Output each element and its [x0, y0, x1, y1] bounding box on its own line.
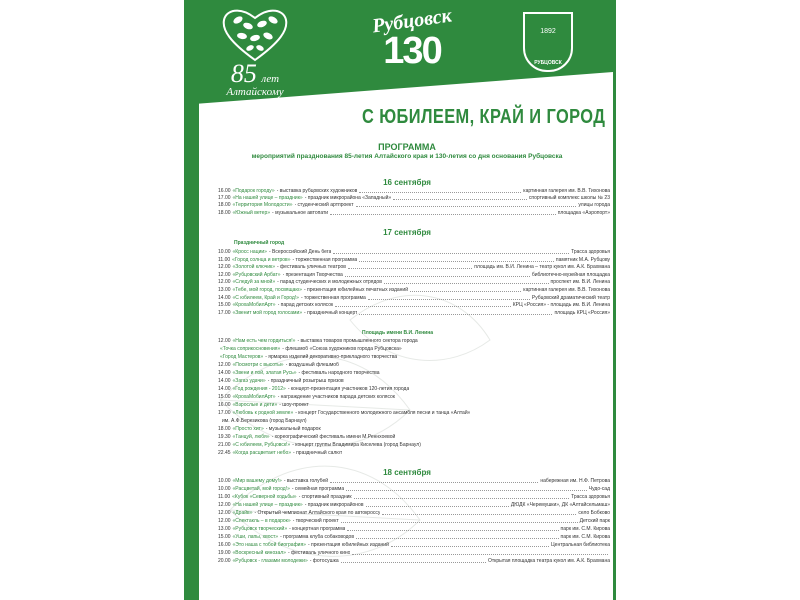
event-row: [218, 516, 610, 524]
event-time: 17.00: [218, 309, 231, 316]
dotted-leader: [341, 562, 486, 563]
event-name: «Спектакль – в подарок»: [232, 518, 291, 524]
dotted-leader: [359, 314, 552, 315]
event-place: проспект им. В.И. Ленина: [550, 279, 610, 286]
event-place: памятник М.А. Рубцову: [555, 256, 610, 263]
event-description: - парад студенческих и молодежных отрядов: [277, 279, 382, 286]
logo-85-years: [205, 6, 305, 111]
event-place: спортивный комплекс школы № 23: [528, 195, 610, 202]
event-row: [218, 524, 610, 532]
event-name: «Танцуй, любя»: [232, 434, 270, 440]
event-name: «Южный ветер»: [232, 209, 271, 216]
event-name: «Рубцовск творческий»: [232, 526, 288, 532]
event-time: 15.00: [218, 534, 231, 540]
event-row: [218, 376, 610, 384]
event-description: - фестиваль уличного кино: [287, 550, 351, 556]
event-description: - парад детских колясок: [277, 302, 334, 309]
event-place: Детский парк: [579, 518, 610, 524]
event-time: 16.00: [218, 542, 231, 548]
event-name: «Город солнца и ветров»: [232, 256, 291, 263]
event-row: [218, 368, 610, 376]
event-time: 10.00: [218, 249, 231, 255]
event-name: «Уши, лапы, хвост»: [232, 534, 279, 540]
event-time: 14.00: [218, 378, 231, 384]
event-row: [218, 440, 610, 448]
event-place: Трасса здоровья: [571, 494, 610, 500]
event-description: - хореографический фестиваль имени М.Реннхоевой: [271, 434, 396, 440]
dotted-leader: [330, 482, 538, 483]
page-title: С ЮБИЛЕЕМ, КРАЙ И ГОРОД: [362, 106, 606, 128]
event-description: - фотосушка: [309, 558, 339, 564]
event-row: [218, 448, 610, 456]
event-name: «Просто хит»: [232, 426, 264, 432]
event-place: улицы города: [578, 202, 610, 209]
event-row: [218, 532, 610, 540]
event-row: [218, 432, 610, 440]
event-name: «Загаэ удачи»: [232, 378, 266, 384]
event-place: Трасса здоровья: [571, 249, 610, 255]
event-time: 12.00: [218, 502, 231, 508]
emblem-town: РУБЦОВСК: [534, 60, 562, 66]
event-name: «Кросс нации»: [232, 249, 267, 255]
event-row: [218, 308, 610, 316]
event-time: 19.30: [218, 434, 231, 440]
event-description: - музыкальный подарок: [265, 426, 321, 432]
dotted-leader: [382, 514, 576, 515]
event-time: 19.00: [218, 550, 231, 556]
day-16-heading: 16 сентября: [383, 178, 431, 187]
logo-130-years: [362, 4, 462, 80]
event-description: - концерт группы Владимира Киселева (город Барнаул): [292, 442, 421, 448]
event-description: - праздничный концерт: [304, 309, 358, 316]
event-time: 14.00: [218, 294, 231, 301]
day-17-heading: 17 сентября: [383, 228, 431, 237]
dotted-leader: [366, 506, 509, 507]
event-time: 21.00: [218, 442, 231, 448]
event-description: - фестиваль народного творчества: [298, 370, 380, 376]
event-name: «Нам есть чем гордиться!»: [232, 338, 296, 344]
event-name: «Точка соприкосновения»: [220, 346, 281, 352]
event-description: им. А.Ф.Березикова (город Барнаул): [222, 418, 307, 424]
event-name: «С юбилеем, Рубцовск!»: [232, 442, 291, 448]
event-row: [218, 492, 610, 500]
event-time: 17.00: [218, 195, 231, 202]
event-time: 16.00: [218, 402, 231, 408]
event-row: [218, 344, 610, 352]
event-name: «КрохаМобилАрт»: [232, 302, 276, 309]
event-name: «Золотой ключик»: [232, 264, 275, 271]
event-row: [218, 400, 610, 408]
event-name: «Рубцовск - глазами молодежи»: [232, 558, 308, 564]
event-name: «Посмотри с высоты»: [232, 362, 284, 368]
event-name: «Мир вашему дому!»: [232, 478, 282, 484]
event-time: 10.00: [218, 486, 231, 492]
event-description: - фестиваль уличных театров: [277, 264, 346, 271]
event-place: набережная им. Н.Ф. Петрова: [540, 478, 610, 484]
event-time: 18.00: [218, 426, 231, 432]
event-name: «Взрослые и дети»: [232, 402, 278, 408]
emblem-year: 1892: [540, 28, 556, 35]
event-time: 13.00: [218, 526, 231, 532]
event-row: [218, 336, 610, 344]
dotted-leader: [330, 214, 556, 215]
logo-85-word: лет: [261, 73, 280, 85]
event-description: - выставка голубей: [283, 478, 329, 484]
event-place: Открытая площадка театра кукол им. А.К. Брахмана: [487, 558, 610, 564]
event-name: «Когда расцветает небо»: [232, 450, 292, 456]
event-name: «Драйв»: [232, 510, 253, 516]
event-name: «Город Мастеров»: [220, 354, 264, 360]
event-row: [218, 384, 610, 392]
event-time: 13.00: [218, 287, 231, 293]
event-description: - спортивный праздник: [298, 494, 352, 500]
event-description: - творческий проект: [292, 518, 339, 524]
event-time: 17.00: [218, 410, 231, 416]
event-place: площадь КРЦ «Россия»: [554, 309, 610, 316]
event-time: 18.00: [218, 202, 231, 209]
event-name: «С юбилеем, Край и Город!»: [232, 294, 299, 301]
city-coat-of-arms: [523, 12, 573, 72]
event-time: 10.00: [218, 478, 231, 484]
event-row: [218, 556, 610, 564]
event-name: «Тебе, мой город, посвящаю»: [232, 287, 302, 293]
event-row: [218, 476, 610, 484]
event-name: «Звени и пой, златая Русь»: [232, 370, 297, 376]
event-place: Чудо-сад: [588, 486, 610, 492]
event-description: - торжественная программа: [300, 294, 366, 301]
event-row: [218, 208, 610, 216]
event-row: [218, 392, 610, 400]
event-row: [218, 484, 610, 492]
event-description: - выставка рубцовских художников: [276, 188, 358, 194]
event-description: - студенческий артпроект: [294, 202, 354, 209]
dotted-leader: [391, 546, 549, 547]
dotted-leader: [354, 498, 569, 499]
dotted-leader: [352, 554, 608, 555]
event-place: площадь им. В.И. Ленина – театр кукол им. А.К. Брахмана: [474, 264, 610, 271]
event-row: [218, 360, 610, 368]
event-place: картинная галерея им. В.В. Тихонова: [523, 188, 610, 194]
event-description: - праздничный розыгрыш призов: [267, 378, 344, 384]
event-description: - награждение участников парада детских колясок: [277, 394, 395, 400]
event-row: [218, 416, 610, 424]
event-description: - праздничный салют: [293, 450, 343, 456]
square-heading: Площадь имени В.И. Ленина: [362, 330, 434, 336]
event-place: картинная галерея им. В.В. Тихонова: [523, 287, 610, 293]
event-row: [218, 508, 610, 516]
event-description: - торжественная программа: [292, 256, 358, 263]
event-row: [218, 352, 610, 360]
event-time: 12.00: [218, 271, 231, 278]
event-description: - концерт Государственного молодежного ансамбля песни и танца «Алтай»: [295, 410, 471, 416]
event-time: 14.00: [218, 386, 231, 392]
event-name: «Рубцовский Арбат»: [232, 271, 281, 278]
event-name: «Подарок городу»: [232, 188, 275, 194]
event-row: [218, 424, 610, 432]
event-description: - программа клуба собаководов: [280, 534, 354, 540]
event-description: - Открытый чемпионат Алтайского края по автокроссу: [254, 510, 381, 516]
event-name: «Воскресный кинозал»: [232, 550, 286, 556]
event-time: 15.00: [218, 394, 231, 400]
dotted-leader: [347, 530, 558, 531]
event-description: - музыкальное автопати: [272, 209, 329, 216]
event-time: 12.00: [218, 279, 231, 286]
event-description: - воздушный флешмоб: [285, 362, 339, 368]
event-name: «На нашей улице – праздник»: [232, 502, 303, 508]
event-place: ДЮДК «Черемушки», ДК «Алтайсельмаш»: [510, 502, 610, 508]
event-place: село Бобково: [578, 510, 610, 516]
event-description: - праздник микрорайона «Западный»: [304, 195, 392, 202]
event-time: 14.00: [218, 370, 231, 376]
event-time: 15.00: [218, 302, 231, 309]
event-name: «Кубок «Северной ходьбы»: [232, 494, 297, 500]
event-description: - выставка товаров промышленного сектора города: [297, 338, 418, 344]
logo-130-script: Рубцовск: [370, 4, 454, 38]
event-description: - презентация юбилейных изданий: [307, 542, 389, 548]
event-name: «КрохаМобилАрт»: [232, 394, 276, 400]
event-time: 20.00: [218, 558, 231, 564]
event-time: 12.00: [218, 518, 231, 524]
event-row: [218, 548, 610, 556]
event-name: «Это наша с тобой биография»: [232, 542, 306, 548]
dotted-leader: [346, 490, 587, 491]
day-18-heading: 18 сентября: [383, 468, 431, 477]
dotted-leader: [341, 522, 578, 523]
logo-130-number: 130: [383, 30, 441, 72]
event-time: 12.00: [218, 510, 231, 516]
event-description: - концерт-презентация участников 120-летия города: [287, 386, 410, 392]
event-name: «Территория Молодости»: [232, 202, 293, 209]
event-name: «Звенит мой город голосами»: [232, 309, 303, 316]
logo-85-line2: Алтайскому: [226, 86, 284, 98]
program-subheading: мероприятий празднования 85-летия Алтайского края и 130-летия со дня основания Рубцовска: [251, 153, 563, 160]
event-description: - флешмоб «Союза художников города Рубцовска»: [282, 346, 402, 352]
event-time: 12.00: [218, 264, 231, 271]
event-name: «Расцветай, мой город!»: [232, 486, 290, 492]
event-place: Рубцовский драматический театр: [531, 294, 610, 301]
event-name: «На нашей улице – праздник»: [232, 195, 303, 202]
event-description: - Всероссийский День бега: [268, 249, 332, 255]
event-place: библиотечно-музейная площадка: [531, 271, 610, 278]
event-place: парк им. С.М. Кирова: [560, 534, 610, 540]
event-description: - праздник микрорайонов: [304, 502, 364, 508]
event-description: - шоу-проект: [279, 402, 309, 408]
event-place: Центральная библиотека: [550, 542, 610, 548]
event-description: - презентация юбилейных печатных изданий: [303, 287, 408, 293]
event-name: «Год рождения - 2012»: [232, 386, 286, 392]
event-time: 12.00: [218, 338, 231, 344]
event-name: «Следуй за мной»: [232, 279, 276, 286]
event-time: 11.00: [218, 256, 231, 263]
event-description: - ярмарка изделий декоративно-прикладного творчества: [265, 354, 398, 360]
event-description: - семейная программа: [291, 486, 345, 492]
dotted-leader: [356, 538, 559, 539]
event-row: [218, 408, 610, 416]
logo-85-number: 85: [230, 59, 257, 88]
event-time: 11.00: [218, 494, 231, 500]
event-place: площадка «Аэропорт»: [557, 209, 610, 216]
program-header: [200, 142, 614, 160]
event-time: 16.00: [218, 188, 231, 194]
event-place: КРЦ «Россия» - площадь им. В.И. Ленина: [512, 302, 610, 309]
event-time: 18.00: [218, 209, 231, 216]
event-time: 12.00: [218, 362, 231, 368]
event-name: «Любовь к родной земле»: [232, 410, 294, 416]
event-row: [218, 540, 610, 548]
event-time: 22.45: [218, 450, 231, 456]
event-place: парк им. С.М. Кирова: [560, 526, 610, 532]
logo-85-line3: краю: [243, 97, 267, 109]
event-description: - концертная программа: [289, 526, 346, 532]
program-heading: ПРОГРАММА: [378, 142, 436, 152]
day-17-subheading: Праздничный город: [234, 240, 285, 246]
event-row: [218, 500, 610, 508]
event-description: - презентация Творчества: [282, 271, 343, 278]
heart-leaves-icon: [220, 6, 290, 62]
